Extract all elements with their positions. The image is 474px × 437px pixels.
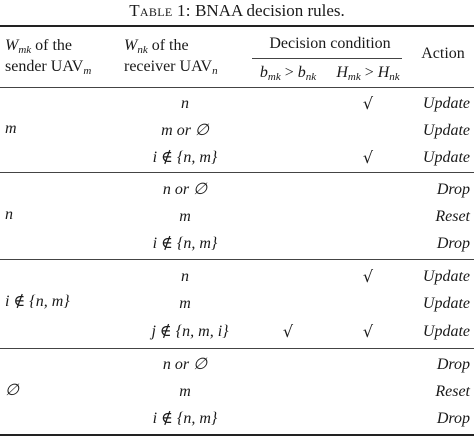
table-row-receiver: m: [179, 295, 191, 312]
group-rule: [0, 348, 474, 349]
group-4-sender: ∅: [5, 382, 19, 399]
check-mark: √: [282, 322, 294, 341]
header-cond-h: $H_{mk} > H_{nk}$: [336, 64, 400, 83]
table-row-action: Drop: [436, 356, 470, 373]
table-row-action: Reset: [435, 383, 470, 400]
table-row-receiver: n or ∅: [162, 356, 208, 373]
group-2-sender: n: [5, 206, 13, 223]
table-row-receiver: i ∉ {n, m}: [152, 235, 218, 252]
caption-title: BNAA decision rules.: [195, 1, 345, 20]
header-receiver-line1: $W_{nk}$ of the: [124, 37, 189, 56]
header-cond-b: $b_{mk} > b_{nk}$: [259, 64, 317, 83]
header-action: Action: [421, 45, 465, 62]
table-row-receiver: i ∉ {n, m}: [152, 149, 218, 166]
check-mark: √: [362, 148, 374, 167]
check-mark: √: [362, 322, 374, 341]
header-sender-line1: $W_{mk}$ of the: [5, 37, 73, 56]
table-row-receiver: n or ∅: [162, 181, 208, 198]
header-sender-line2: sender $UAV_m$: [5, 58, 92, 77]
header-receiver-line2: receiver $UAV_n$: [124, 58, 218, 77]
top-rule: [0, 25, 474, 27]
table-caption: [0, 0, 474, 22]
group-rule: [0, 172, 474, 173]
check-mark: √: [362, 94, 374, 113]
table-row-action: Update: [422, 268, 470, 285]
caption-label: Table 1:: [129, 1, 191, 20]
header-decision-condition: Decision condition: [269, 35, 391, 52]
group-1-sender: m: [5, 120, 17, 137]
table-row-receiver: m or ∅: [161, 122, 209, 139]
table-row-action: Drop: [436, 235, 470, 252]
table-row-action: Update: [422, 122, 470, 139]
group-rule: [0, 259, 474, 260]
table-row-receiver: i ∉ {n, m}: [152, 410, 218, 427]
check-mark: √: [362, 267, 374, 286]
header-rule: [0, 87, 474, 88]
table-row-action: Update: [422, 149, 470, 166]
table-row-receiver: n: [181, 268, 189, 285]
table-row-action: Reset: [435, 208, 470, 225]
group-3-sender: i ∉ {n, m}: [5, 293, 70, 310]
bottom-rule: [0, 434, 474, 436]
table-row-action: Update: [422, 323, 470, 340]
table-row-receiver: j ∉ {n, m, i}: [151, 323, 229, 340]
table-row-receiver: n: [181, 95, 189, 112]
table-row-action: Drop: [436, 410, 470, 427]
decision-condition-underline: [252, 58, 402, 59]
table-row-receiver: m: [179, 208, 191, 225]
table-row-receiver: m: [179, 383, 191, 400]
table-row-action: Update: [422, 95, 470, 112]
table-row-action: Drop: [436, 181, 470, 198]
table-row-action: Update: [422, 295, 470, 312]
